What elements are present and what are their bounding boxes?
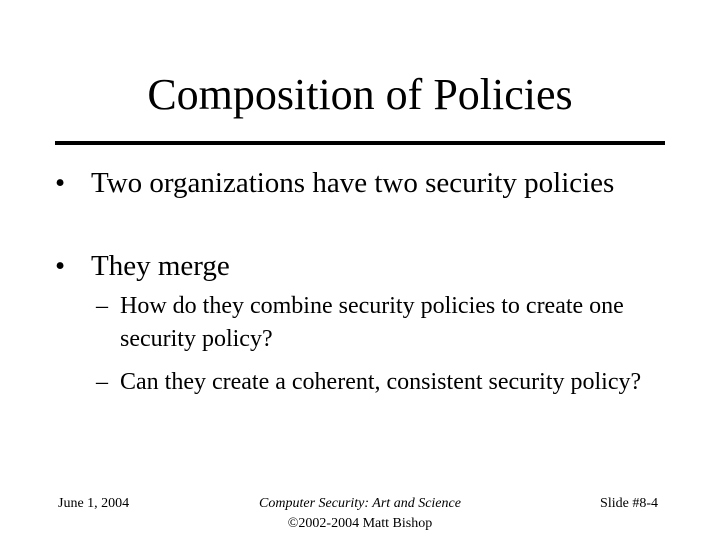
footer-date: June 1, 2004 — [58, 496, 130, 511]
sub-bullet-item — [96, 290, 676, 356]
sub-bullet-marker: – — [96, 369, 108, 395]
slide-title: Composition of Policies — [147, 70, 573, 119]
bullet-item — [55, 165, 655, 201]
bullet-item — [55, 248, 655, 284]
bullet-marker: • — [55, 167, 66, 199]
bullet-marker: • — [55, 250, 66, 282]
footer-slide-number: Slide #8-4 — [600, 496, 658, 511]
sub-bullet-text: Can they create a coherent, consistent security policy? — [120, 369, 642, 395]
bullet-text: They merge — [91, 250, 230, 282]
footer-source — [200, 494, 520, 534]
footer-book-title: Computer Security: Art and Science — [259, 496, 461, 511]
footer-copyright: ©2002-2004 Matt Bishop — [287, 516, 433, 531]
sub-bullet-text: How do they combine security policies to create one security policy? — [120, 293, 624, 352]
sub-bullet-marker: – — [96, 293, 108, 319]
sub-bullet-item — [96, 366, 676, 399]
bullet-text: Two organizations have two security policies — [91, 167, 615, 199]
title-divider — [55, 141, 665, 145]
